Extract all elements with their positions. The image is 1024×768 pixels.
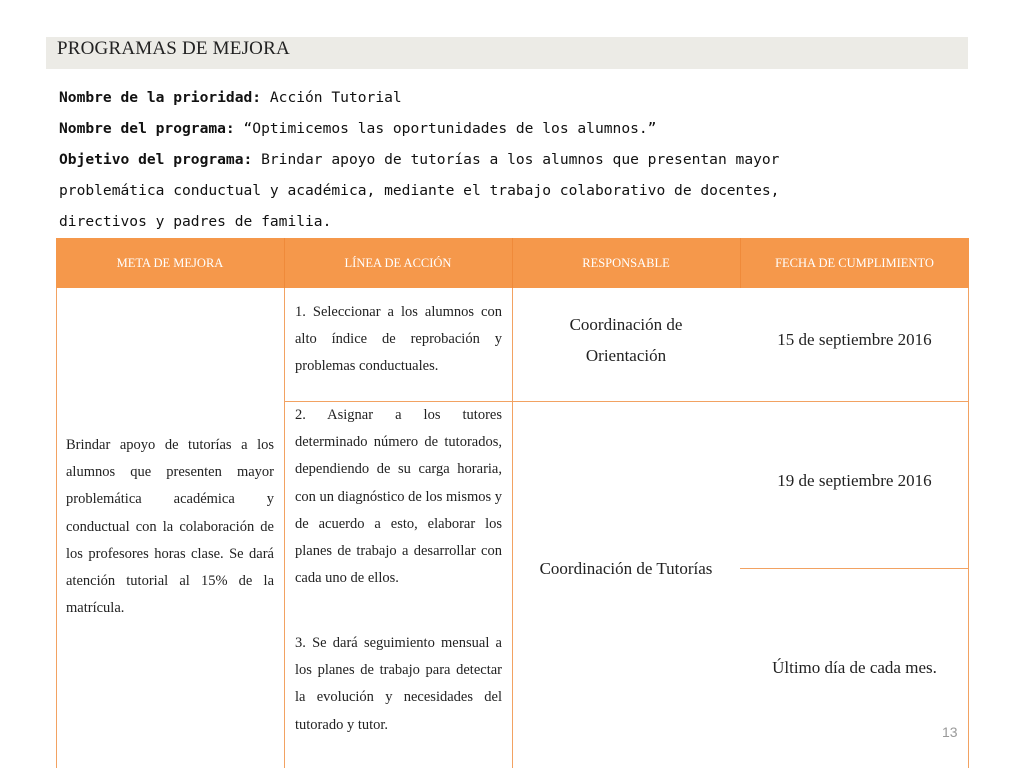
objective-line-3: directivos y padres de familia.: [59, 213, 332, 230]
priority-label: Nombre de la prioridad:: [59, 89, 262, 106]
title-bar: [46, 37, 968, 69]
col-responsable-header: RESPONSABLE: [582, 255, 670, 270]
table-border-right: [968, 288, 969, 768]
program-value: “Optimicemos las oportunidades de los alumnos.”: [234, 120, 657, 137]
table-header: [56, 238, 969, 288]
program-label: Nombre del programa:: [59, 120, 235, 137]
responsable-1: Coordinación de Orientación: [569, 315, 683, 365]
row-divider: [740, 568, 969, 569]
objective-line-2: problemática conductual y académica, mediante el trabajo colaborativo de docentes,: [59, 182, 780, 199]
objective-label: Objetivo del programa:: [59, 151, 253, 168]
priority-value: Acción Tutorial: [261, 89, 402, 106]
col-fecha-header: FECHA DE CUMPLIMIENTO: [775, 255, 934, 270]
action-3: 3. Se dará seguimiento mensual a los planes de trabajo para detectar la evolución y necesidades del tutorado y tutor.: [295, 635, 502, 733]
objective-line: [59, 144, 939, 175]
column-divider: [284, 288, 285, 768]
improvement-table: [56, 238, 969, 768]
page-number: 13: [942, 724, 958, 740]
program-line: [59, 113, 939, 144]
fecha-2: 19 de septiembre 2016: [777, 471, 932, 490]
program-info: [59, 82, 939, 237]
fecha-3: Último día de cada mes.: [772, 658, 937, 677]
action-1: 1. Seleccionar a los alumnos con alto índice de reprobación y problemas conductuales.: [295, 304, 502, 375]
fecha-1: 15 de septiembre 2016: [777, 330, 932, 349]
table-border-left: [56, 288, 57, 768]
action-2: 2. Asignar a los tutores determinado número de tutorados, dependiendo de su carga horaria, con un diagnóstico de los mismos y de acuerdo a esto, elaborar los planes de trabajo a desarrollar con cada uno de ellos.: [295, 407, 503, 587]
col-linea-header: LÍNEA DE ACCIÓN: [344, 255, 452, 270]
responsable-2: Coordinación de Tutorías: [539, 559, 713, 578]
col-meta-header: META DE MEJORA: [116, 255, 224, 270]
column-divider: [512, 288, 513, 768]
page-title: PROGRAMAS DE MEJORA: [57, 38, 290, 59]
meta-cell: Brindar apoyo de tutorías a los alumnos que presenten mayor problemática académica y conductual con la colaboración de los profesores horas clase. Se dará atención tutorial al 15% de la matrícula.: [66, 437, 274, 617]
objective-value-1: Brindar apoyo de tutorías a los alumnos que presentan mayor: [252, 151, 780, 168]
priority-line: [59, 82, 939, 113]
